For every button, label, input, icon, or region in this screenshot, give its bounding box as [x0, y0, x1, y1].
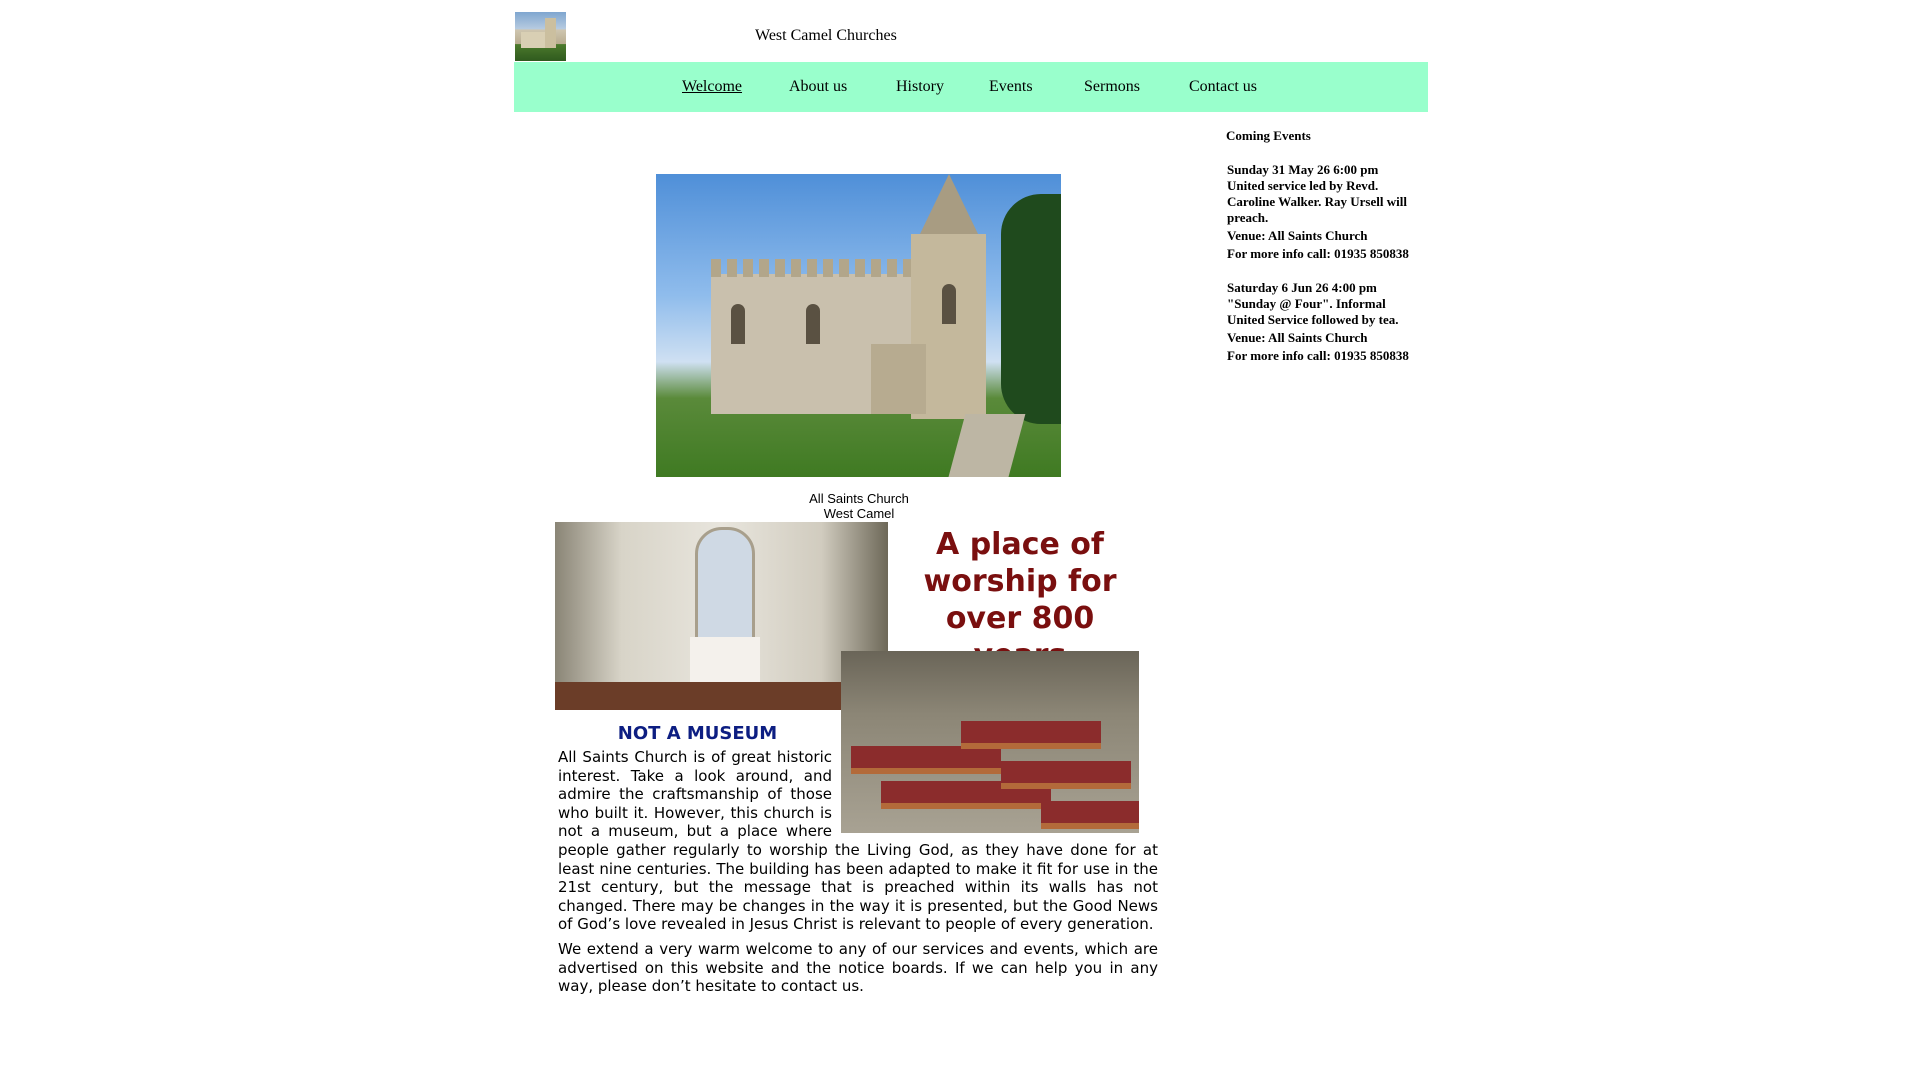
- event-info: For more info call: 01935 850838: [1227, 246, 1409, 261]
- nav-contact-us[interactable]: Contact us: [1189, 78, 1257, 95]
- caption-line-2: West Camel: [823, 506, 895, 521]
- coming-events-panel: [1226, 128, 1426, 382]
- nav-about-us[interactable]: About us: [789, 78, 848, 95]
- nav-events[interactable]: Events: [989, 78, 1033, 95]
- church-interior-photo: [555, 522, 888, 710]
- site-title: West Camel Churches: [755, 27, 897, 44]
- poster-paragraph-1-text: All Saints Church is of great historic interest. Take a look around, and admire the craftsmanship of those who built it. However, this church is not a museum, but a place where people gather regularly to worship the Living God, as they have done for at least nine centuries. The building has been adapted to make it fit for use in the 21st century, but the message that is preached within its walls has not changed. There may be changes in the way it is presented, but the Good News of God’s love revealed in Jesus Christ is relevant to people of every generation.: [558, 748, 1158, 934]
- poster-paragraph-1: [558, 748, 1158, 934]
- nav-history[interactable]: History: [896, 78, 944, 95]
- caption-line-1: All Saints Church: [809, 491, 909, 506]
- poster-headline: A place of worship for over 800: [923, 527, 1117, 636]
- coming-events-heading: Coming Events: [1226, 128, 1311, 143]
- event-description: "Sunday @ Four". Informal United Service followed by tea.: [1227, 296, 1399, 327]
- event-when: Sunday 31 May 26 6:00 pm: [1227, 162, 1379, 177]
- event-description: United service led by Revd. Caroline Walker. Ray Ursell will preach.: [1227, 178, 1407, 225]
- site-logo[interactable]: [515, 12, 566, 61]
- event-venue: Venue: All Saints Church: [1227, 228, 1368, 243]
- event-item: [1227, 280, 1426, 364]
- event-info: For more info call: 01935 850838: [1227, 348, 1409, 363]
- church-photo: [656, 174, 1061, 477]
- poster-subheading: NOT A MUSEUM: [617, 723, 778, 744]
- event-item: [1227, 162, 1426, 262]
- event-venue: Venue: All Saints Church: [1227, 330, 1368, 345]
- poster-paragraph-2: We extend a very warm welcome to any of our services and events, which are advertised on this website and the notice boards. If we can help you in any way, please don’t hesitate to contact us.: [558, 940, 1158, 996]
- photo-caption: [700, 491, 1018, 521]
- nav-sermons[interactable]: Sermons: [1084, 78, 1140, 95]
- main-nav: [514, 62, 1428, 112]
- nav-welcome[interactable]: Welcome: [682, 78, 743, 95]
- event-when: Saturday 6 Jun 26 4:00 pm: [1227, 280, 1377, 295]
